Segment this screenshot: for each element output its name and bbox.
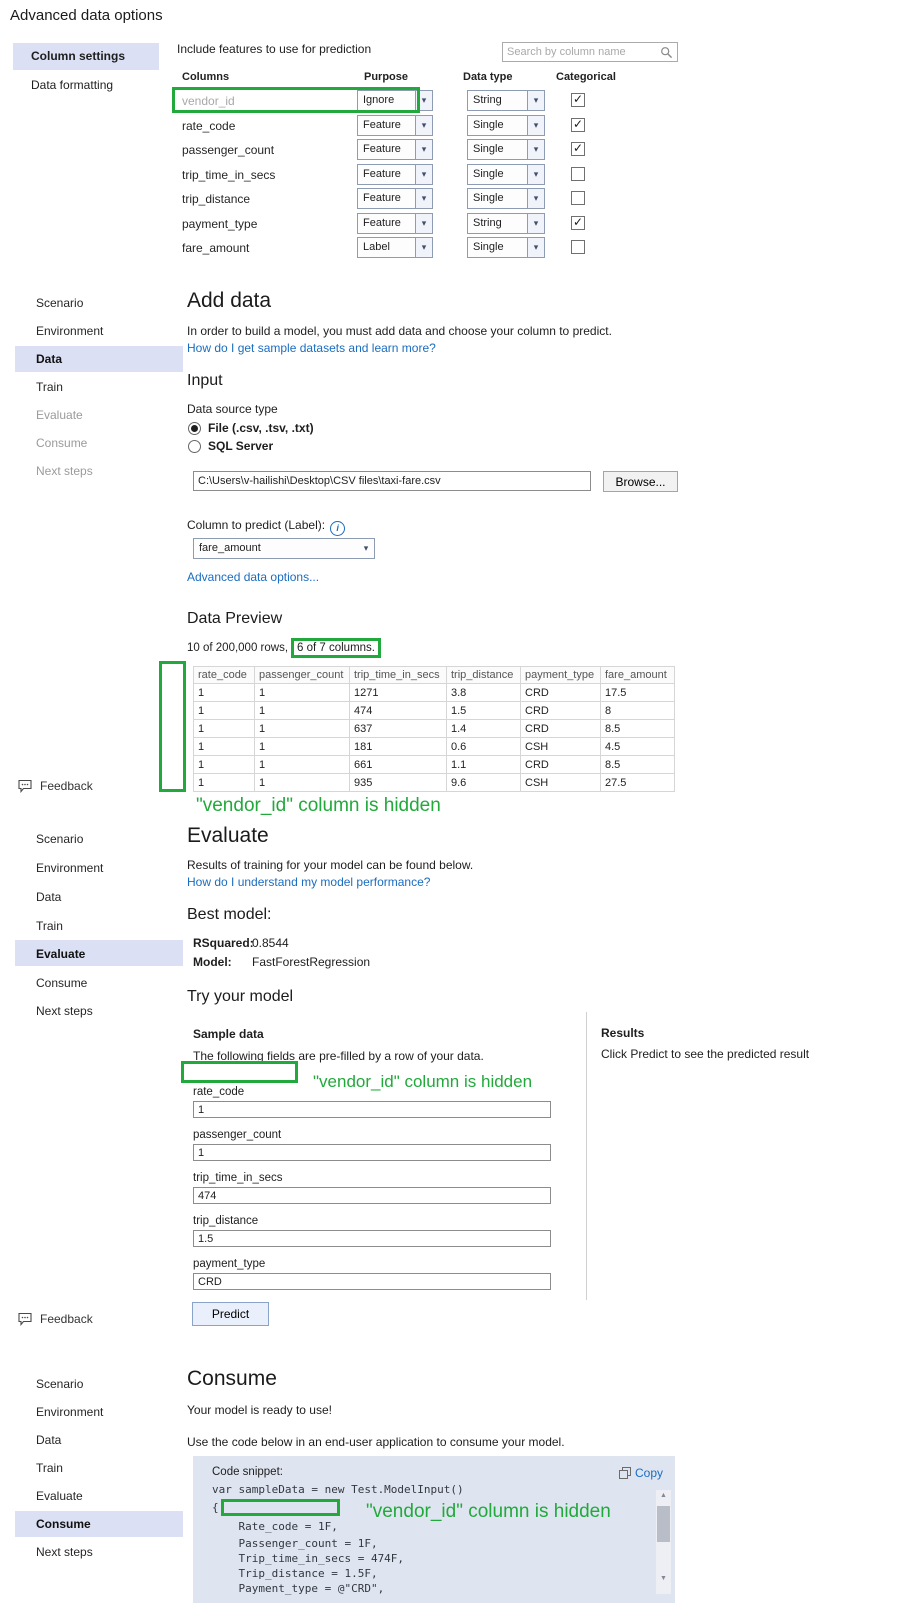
preview-summary-prefix: 10 of 200,000 rows, <box>187 642 289 654</box>
tab-column-settings[interactable]: Column settings <box>13 43 159 70</box>
dropdown-arrow-icon[interactable]: ▾ <box>415 165 432 184</box>
sidebar-item-next-steps[interactable]: Next steps <box>36 1545 93 1559</box>
sidebar-item-next-steps[interactable]: Next steps <box>36 1004 93 1018</box>
results-description: Click Predict to see the predicted result <box>601 1047 810 1061</box>
evaluate-description: Results of training for your model can be found below. <box>187 858 474 872</box>
cell: 8.5 <box>601 756 675 774</box>
browse-button[interactable]: Browse... <box>603 471 678 492</box>
purpose-value: Feature <box>363 143 401 155</box>
cell: 1 <box>255 702 350 720</box>
copy-label: Copy <box>634 1466 663 1480</box>
radio-sql[interactable] <box>188 439 273 453</box>
model-performance-link[interactable]: How do I understand my model performance? <box>187 875 431 889</box>
columns-header: Columns <box>182 71 230 83</box>
rsquared-value: 0.8544 <box>252 936 289 950</box>
feedback-label: Feedback <box>40 779 93 793</box>
data-type-value: Single <box>473 168 504 180</box>
radio-sql-button[interactable] <box>188 440 201 453</box>
annotation-box-hidden-column <box>159 661 186 792</box>
code-line: var sampleData = new Test.ModelInput() <box>212 1483 464 1496</box>
categorical-checkbox[interactable] <box>571 93 585 107</box>
data-type-value: Single <box>473 119 504 131</box>
data-type-dropdown[interactable] <box>467 188 545 209</box>
cell: 1 <box>255 756 350 774</box>
sidebar-item-data[interactable]: Data <box>36 1433 62 1447</box>
data-type-dropdown[interactable] <box>467 213 545 234</box>
page-title-add-data: Add data <box>187 289 272 312</box>
categorical-checkbox[interactable] <box>571 240 585 254</box>
advanced-data-options-link[interactable]: Advanced data options... <box>187 570 320 584</box>
code-line: Trip_time_in_secs = 474F, <box>212 1552 405 1565</box>
field-label-trip-distance: trip_distance <box>193 1215 259 1227</box>
sidebar-item-evaluate[interactable]: Evaluate <box>36 947 86 961</box>
search-box[interactable] <box>502 42 678 62</box>
cell: 1.4 <box>447 720 521 738</box>
cell: 1 <box>194 702 255 720</box>
info-icon[interactable]: i <box>330 521 345 536</box>
dropdown-arrow-icon[interactable]: ▾ <box>415 91 432 110</box>
sample-data-description: The following fields are pre-filled by a row of your data. <box>193 1049 484 1063</box>
predict-column-label <box>187 518 345 536</box>
cell: CSH <box>521 774 601 792</box>
page-title-evaluate: Evaluate <box>187 824 269 847</box>
table-row <box>194 684 675 702</box>
predict-button[interactable]: Predict <box>192 1302 269 1326</box>
purpose-dropdown[interactable] <box>357 213 433 234</box>
code-snippet-label: Code snippet: <box>212 1466 283 1478</box>
sidebar-item-environment[interactable]: Environment <box>36 1405 104 1419</box>
tab-data-formatting[interactable]: Data formatting <box>31 78 114 92</box>
field-input-trip-distance[interactable] <box>193 1230 551 1247</box>
table-row <box>194 738 675 756</box>
code-line: Trip_distance = 1.5F, <box>212 1567 378 1580</box>
dropdown-arrow-icon[interactable]: ▾ <box>527 116 544 135</box>
purpose-value: Feature <box>363 119 401 131</box>
dropdown-arrow-icon[interactable]: ▾ <box>527 238 544 257</box>
radio-file-label: File (.csv, .tsv, .txt) <box>208 421 314 435</box>
cell: 4.5 <box>601 738 675 756</box>
page-title-consume: Consume <box>187 1367 277 1390</box>
column-row <box>0 213 700 235</box>
data-type-dropdown[interactable] <box>467 237 545 258</box>
data-source-type-label: Data source type <box>187 402 278 416</box>
cell: 1 <box>255 720 350 738</box>
preview-header: fare_amount <box>601 667 675 684</box>
feedback-icon <box>17 779 33 793</box>
cell: 661 <box>350 756 447 774</box>
rsquared-label: RSquared: <box>193 936 254 950</box>
column-name: trip_time_in_secs <box>182 168 276 182</box>
dropdown-arrow-icon[interactable]: ▾ <box>415 189 432 208</box>
input-heading: Input <box>187 372 223 389</box>
dropdown-arrow-icon[interactable]: ▾ <box>527 165 544 184</box>
copy-button[interactable] <box>619 1466 663 1480</box>
field-input-passenger-count[interactable] <box>193 1144 551 1161</box>
data-preview-table <box>193 666 675 792</box>
predict-column-text: Column to predict (Label): <box>187 518 326 532</box>
scrollbar-thumb[interactable] <box>657 1506 670 1542</box>
feedback-button[interactable] <box>17 1312 93 1326</box>
categorical-checkbox[interactable] <box>571 118 585 132</box>
feedback-button[interactable] <box>17 779 93 793</box>
search-input[interactable] <box>503 46 660 58</box>
categorical-checkbox[interactable] <box>571 216 585 230</box>
cell: 1 <box>194 684 255 702</box>
cell: 3.8 <box>447 684 521 702</box>
sidebar-item-environment[interactable]: Environment <box>36 861 104 875</box>
sidebar-item-train[interactable]: Train <box>36 380 63 394</box>
purpose-value: Feature <box>363 217 401 229</box>
column-name: trip_distance <box>182 192 251 206</box>
field-input-trip-time[interactable] <box>193 1187 551 1204</box>
sidebar-item-scenario[interactable]: Scenario <box>36 1377 84 1391</box>
sidebar-item-data[interactable]: Data <box>36 890 62 904</box>
field-label-rate-code: rate_code <box>193 1086 245 1098</box>
radio-sql-label: SQL Server <box>208 439 274 453</box>
cell: CRD <box>521 702 601 720</box>
dialog-title: Advanced data options <box>10 7 163 24</box>
field-label-trip-time: trip_time_in_secs <box>193 1172 283 1184</box>
annotation-text-1: "vendor_id" column is hidden <box>196 795 441 816</box>
field-label-passenger-count: passenger_count <box>193 1129 282 1141</box>
dropdown-arrow-icon[interactable]: ▾ <box>415 238 432 257</box>
field-input-rate-code[interactable] <box>193 1101 551 1118</box>
purpose-dropdown[interactable] <box>357 237 433 258</box>
preview-header: trip_distance <box>447 667 521 684</box>
code-line: Rate_code = 1F, <box>212 1520 338 1533</box>
purpose-dropdown[interactable] <box>357 188 433 209</box>
data-type-value: Single <box>473 241 504 253</box>
purpose-header: Purpose <box>364 71 409 83</box>
column-name: fare_amount <box>182 241 250 255</box>
dropdown-arrow-icon[interactable]: ▾ <box>415 140 432 159</box>
cell: 474 <box>350 702 447 720</box>
sidebar-item-consume: Consume <box>36 436 88 450</box>
data-type-dropdown[interactable] <box>467 139 545 160</box>
column-row <box>0 237 700 259</box>
cell: 17.5 <box>601 684 675 702</box>
field-label-payment-type: payment_type <box>193 1258 266 1270</box>
sidebar-item-train[interactable]: Train <box>36 1461 63 1475</box>
cell: 1 <box>255 738 350 756</box>
cell: 1 <box>194 720 255 738</box>
column-name: rate_code <box>182 119 236 133</box>
feedback-icon <box>17 1312 33 1326</box>
dropdown-arrow-icon[interactable]: ▾ <box>527 214 544 233</box>
sidebar-item-consume[interactable]: Consume <box>36 976 88 990</box>
annotation-text-2: "vendor_id" column is hidden <box>313 1072 533 1091</box>
best-model-heading: Best model: <box>187 906 272 923</box>
code-snippet-panel <box>193 1456 675 1603</box>
model-label: Model: <box>193 955 232 969</box>
sidebar-item-consume[interactable]: Consume <box>36 1517 91 1531</box>
cell: 1.5 <box>447 702 521 720</box>
sidebar-item-scenario[interactable]: Scenario <box>36 832 84 846</box>
sidebar-item-environment[interactable]: Environment <box>36 324 104 338</box>
purpose-dropdown[interactable] <box>357 115 433 136</box>
scroll-down-icon[interactable]: ▼ <box>660 1575 667 1582</box>
predict-column-value: fare_amount <box>199 542 261 554</box>
cell: 1.1 <box>447 756 521 774</box>
cell: 8.5 <box>601 720 675 738</box>
cell: 8 <box>601 702 675 720</box>
sidebar-item-scenario[interactable]: Scenario <box>36 296 84 310</box>
table-row <box>194 720 675 738</box>
annotation-box-vendor-field <box>181 1061 298 1083</box>
sample-data-heading: Sample data <box>193 1027 264 1041</box>
cell: CSH <box>521 738 601 756</box>
dropdown-arrow-icon[interactable]: ▾ <box>415 214 432 233</box>
table-row <box>194 702 675 720</box>
scroll-up-icon[interactable]: ▲ <box>660 1492 667 1499</box>
code-line: Payment_type = @"CRD", <box>212 1582 385 1595</box>
data-type-value: Single <box>473 143 504 155</box>
code-line: Passenger_count = 1F, <box>212 1537 378 1550</box>
file-path-input[interactable] <box>193 471 591 491</box>
cell: 1 <box>255 684 350 702</box>
sidebar-item-train[interactable]: Train <box>36 919 63 933</box>
dropdown-arrow-icon[interactable]: ▾ <box>358 539 374 558</box>
column-row <box>0 188 700 210</box>
preview-header: trip_time_in_secs <box>350 667 447 684</box>
sidebar-item-next-steps: Next steps <box>36 464 93 478</box>
data-type-value: String <box>473 217 502 229</box>
radio-file[interactable] <box>188 421 314 435</box>
code-line: { <box>212 1501 219 1514</box>
table-row <box>194 756 675 774</box>
column-name: passenger_count <box>182 143 275 157</box>
data-type-dropdown[interactable] <box>467 90 545 111</box>
cell: CRD <box>521 720 601 738</box>
cell: 9.6 <box>447 774 521 792</box>
radio-file-button[interactable] <box>188 422 201 435</box>
data-type-dropdown[interactable] <box>467 115 545 136</box>
results-heading: Results <box>601 1026 645 1040</box>
purpose-dropdown[interactable] <box>357 164 433 185</box>
cell: 1 <box>255 774 350 792</box>
try-your-model-heading: Try your model <box>187 988 294 1005</box>
sidebar-item-evaluate: Evaluate <box>36 408 83 422</box>
add-data-description: In order to build a model, you must add data and choose your column to predict. <box>187 324 612 338</box>
purpose-value: Feature <box>363 168 401 180</box>
search-icon <box>660 46 673 59</box>
annotation-text-3: "vendor_id" column is hidden <box>366 1501 611 1522</box>
categorical-checkbox[interactable] <box>571 167 585 181</box>
code-scrollbar[interactable] <box>656 1490 671 1594</box>
data-type-header: Data type <box>463 71 513 83</box>
dropdown-arrow-icon[interactable]: ▾ <box>527 189 544 208</box>
table-row <box>194 774 675 792</box>
purpose-value: Ignore <box>363 94 395 106</box>
annotation-box-columns-count: 6 of 7 columns. <box>291 638 381 658</box>
cell: 1271 <box>350 684 447 702</box>
cell: 1 <box>194 774 255 792</box>
copy-icon <box>619 1467 631 1479</box>
categorical-checkbox[interactable] <box>571 191 585 205</box>
dropdown-arrow-icon[interactable]: ▾ <box>527 140 544 159</box>
column-row <box>0 139 700 161</box>
categorical-checkbox[interactable] <box>571 142 585 156</box>
predict-column-dropdown[interactable] <box>193 538 375 559</box>
cell: 27.5 <box>601 774 675 792</box>
preview-header: payment_type <box>521 667 601 684</box>
dropdown-arrow-icon[interactable]: ▾ <box>527 91 544 110</box>
feedback-label: Feedback <box>40 1312 93 1326</box>
preview-header: passenger_count <box>255 667 350 684</box>
sidebar-item-data[interactable]: Data <box>36 352 63 366</box>
dropdown-arrow-icon[interactable]: ▾ <box>415 116 432 135</box>
table-header-row <box>194 667 675 684</box>
column-row <box>0 164 700 186</box>
consume-instruction: Use the code below in an end-user application to consume your model. <box>187 1435 565 1449</box>
preview-header: rate_code <box>194 667 255 684</box>
cell: 1 <box>194 738 255 756</box>
purpose-dropdown[interactable] <box>357 139 433 160</box>
field-input-payment-type[interactable] <box>193 1273 551 1290</box>
purpose-value: Label <box>363 241 390 253</box>
annotation-box-vendor-code <box>221 1499 340 1516</box>
cell: CRD <box>521 756 601 774</box>
include-features-label: Include features to use for prediction <box>177 42 372 56</box>
sidebar-item-evaluate[interactable]: Evaluate <box>36 1489 83 1503</box>
annotation-box-vendor-row <box>172 87 420 113</box>
cell: CRD <box>521 684 601 702</box>
purpose-value: Feature <box>363 192 401 204</box>
cell: 1 <box>194 756 255 774</box>
column-name: payment_type <box>182 217 258 231</box>
preview-summary <box>187 638 381 658</box>
data-type-value: String <box>473 94 502 106</box>
data-type-dropdown[interactable] <box>467 164 545 185</box>
model-value: FastForestRegression <box>252 955 371 969</box>
cell: 0.6 <box>447 738 521 756</box>
categorical-header: Categorical <box>556 71 616 83</box>
data-type-value: Single <box>473 192 504 204</box>
cell: 637 <box>350 720 447 738</box>
data-preview-heading: Data Preview <box>187 610 283 627</box>
consume-description: Your model is ready to use! <box>187 1403 332 1417</box>
cell: 181 <box>350 738 447 756</box>
column-row <box>0 115 700 137</box>
column-name: vendor_id <box>182 94 235 108</box>
results-divider <box>586 1012 587 1300</box>
sample-datasets-link[interactable]: How do I get sample datasets and learn more? <box>187 341 436 355</box>
cell: 935 <box>350 774 447 792</box>
